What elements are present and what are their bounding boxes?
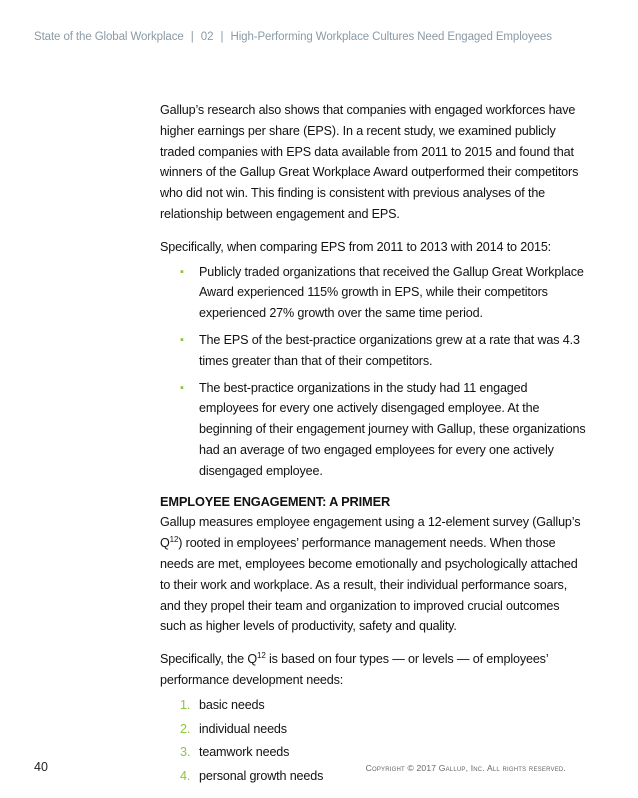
bullet-text: The best-practice organizations in the study had 11 engaged employees for every one actively disengaged employee. At the beginning of their engagement journey with Gallup, these organizations had an average of two engaged employees for every one actively disengaged employee. (199, 380, 586, 478)
q12-superscript: 12 (257, 650, 266, 660)
copyright-notice: Copyright © 2017 Gallup, Inc. All rights reserved. (365, 763, 566, 773)
section-heading: EMPLOYEE ENGAGEMENT: A PRIMER (160, 493, 391, 509)
list-number: 3. (180, 745, 191, 760)
q12-superscript: 12 (169, 534, 179, 544)
paragraph-eps-comparison: Specifically, when comparing EPS from 2011 to 2013 with 2014 to 2015: (160, 239, 552, 254)
levels-text-b: is based on four types — or levels — of employees’ performance development needs: (160, 652, 549, 687)
header-separator: | (190, 31, 194, 43)
primer-text-b: ) rooted in employees’ performance management needs. When those needs are met, employees become emotionally and psychologically attached to their work and workplace. As a result, their individual performance soars, and they propel their team and organization to improved crucial outcomes such as higher levels of productivity, safety and quality. (160, 536, 578, 634)
bullet-marker: ▪ (180, 333, 184, 346)
list-item (160, 719, 588, 740)
paragraph-engagement-primer (160, 512, 588, 637)
list-number: 4. (180, 769, 191, 784)
list-item (160, 262, 588, 324)
list-item (160, 378, 588, 482)
list-item (160, 330, 588, 372)
need-label: personal growth needs (199, 769, 324, 784)
header-report-title: State of the Global Workplace (34, 31, 184, 43)
paragraph-q12-levels (160, 649, 588, 691)
levels-text-a: Specifically, the Q (160, 652, 258, 667)
eps-bullet-list (160, 262, 588, 482)
list-item (160, 695, 588, 716)
needs-list (160, 695, 588, 787)
bullet-marker: ▪ (180, 265, 184, 278)
bullet-marker: ▪ (180, 381, 184, 394)
header-section-number: 02 (200, 31, 214, 43)
bullet-text: The EPS of the best-practice organizations grew at a rate that was 4.3 times greater than that of their competitors. (199, 332, 580, 368)
main-content (160, 100, 588, 790)
bullet-text: Publicly traded organizations that received the Gallup Great Workplace Award experienced 115% growth in EPS, while their competitors experienced 27% growth over the same time period. (199, 264, 584, 321)
list-number: 1. (180, 697, 191, 712)
page-number: 40 (34, 760, 48, 774)
paragraph-eps-research: Gallup’s research also shows that companies with engaged workforces have higher earnings per share (EPS). In a recent study, we examined publicly traded companies with EPS data available from 2011 to 2015 and found that winners of the Gallup Great Workplace Award outperformed their competitors who did not win. This finding is consistent with previous analyses of the relationship between engagement and EPS. (160, 103, 579, 221)
running-header (34, 31, 552, 43)
need-label: individual needs (199, 721, 287, 736)
header-separator: | (220, 31, 224, 43)
header-section-title: High-Performing Workplace Cultures Need Engaged Employees (230, 31, 552, 43)
need-label: basic needs (199, 697, 265, 712)
list-number: 2. (180, 721, 191, 736)
primer-text-a: Gallup measures employee engagement using a 12-element survey (Gallup’s Q (160, 515, 581, 551)
need-label: teamwork needs (199, 745, 290, 760)
list-item (160, 742, 588, 763)
